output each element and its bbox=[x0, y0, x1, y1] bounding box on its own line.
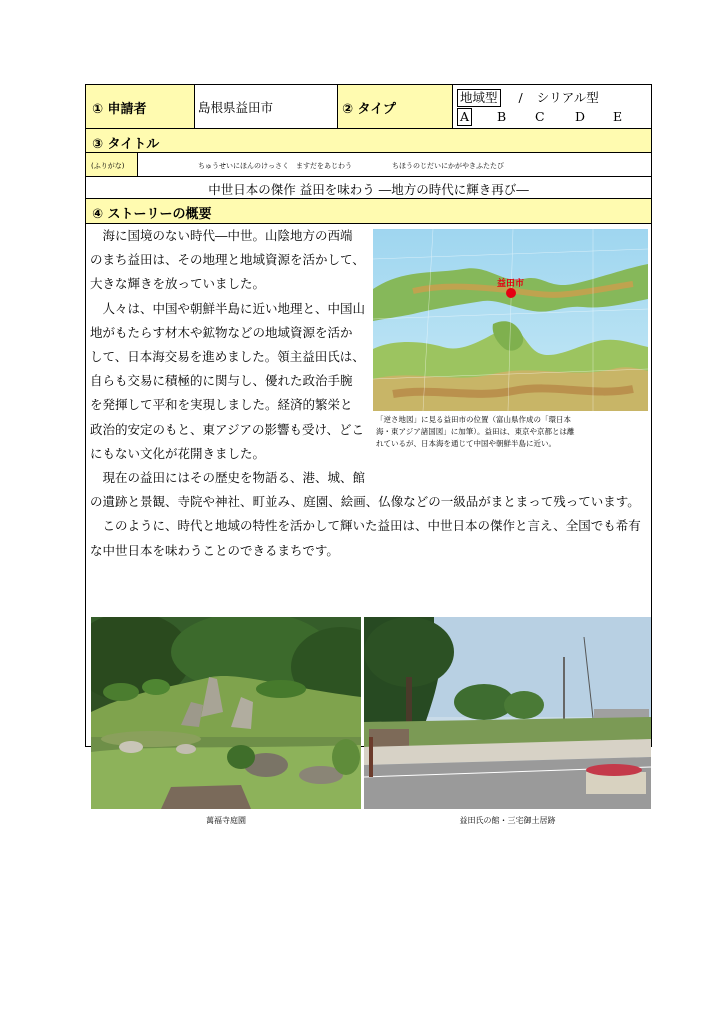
type-options bbox=[457, 88, 599, 107]
masuda-residence-photo bbox=[364, 617, 651, 809]
photo2-caption-text: 益田氏の館・三宅御土居跡 bbox=[459, 816, 556, 825]
title-label: ③ タイトル bbox=[92, 137, 160, 152]
grade-c: C bbox=[535, 109, 545, 124]
story-line: 現在の益田にはその歴史を物語る、港、城、館 bbox=[90, 470, 366, 485]
type-label-cell bbox=[337, 85, 452, 128]
map-caption-line: 海・東アジア諸国図」に加筆）。益田は、東京や京都とは離 bbox=[376, 427, 575, 436]
page-title: 中世日本の傑作 益田を味わう ―地方の時代に輝き再び― bbox=[208, 182, 529, 197]
furigana-main: ちゅうせいにほんのけっさく ますだをあじわう bbox=[198, 162, 352, 170]
row-furigana bbox=[86, 153, 651, 177]
grade-d: D bbox=[575, 109, 586, 124]
applicant-label: ① 申請者 bbox=[92, 102, 147, 117]
map-marker-label: 益田市 bbox=[497, 279, 525, 289]
manpukuji-garden-photo bbox=[91, 617, 361, 809]
story-line: 人々は、中国や朝鮮半島に近い地理と、中国山 bbox=[90, 300, 366, 316]
grade-e: E bbox=[613, 109, 623, 124]
grade-a: A bbox=[457, 108, 472, 126]
story-line: のまち益田は、その地理と地域資源を活かして、 bbox=[90, 252, 365, 268]
story-line: にもない文化が花開きました。 bbox=[90, 445, 266, 461]
row-story-header bbox=[86, 199, 651, 224]
furigana-label: (ふりがな) bbox=[91, 162, 125, 170]
story-body bbox=[86, 224, 651, 825]
type-value-cell bbox=[452, 85, 651, 128]
story-line: 政治的安定のもと、東アジアの影響も受け、どこ bbox=[90, 421, 365, 437]
masuda-marker-icon bbox=[506, 288, 516, 298]
story-line: このように、時代と地域の特性を活かして輝いた益田は、中世日本の傑作と言え、全国でも希有 bbox=[90, 518, 641, 534]
row-title bbox=[86, 177, 651, 199]
story-line: な中世日本を味わうことのできるまちです。 bbox=[90, 542, 339, 558]
story-line: 海に国境のない時代―中世。山陰地方の西端 bbox=[90, 228, 353, 243]
application-form bbox=[85, 84, 652, 825]
furigana-label-cell bbox=[86, 153, 138, 176]
map-graphic bbox=[373, 229, 648, 411]
map-caption-line: 「逆さ地図」に見る益田市の位置（富山県作成の「環日本 bbox=[376, 415, 571, 424]
furigana-subtitle: ちほうのじだいにかがやきふたたび bbox=[392, 162, 504, 170]
story-line: 地がもたらす材木や鉱物などの地域資源を活か bbox=[90, 324, 353, 340]
row-title-header bbox=[86, 129, 651, 153]
applicant-label-cell bbox=[86, 85, 194, 128]
type-separator: / bbox=[518, 90, 523, 105]
grade-b: B bbox=[497, 109, 507, 124]
map-caption-line: れているが、日本海を通じて中国や朝鮮半島に近い。 bbox=[376, 439, 556, 448]
story-paragraph-2 bbox=[90, 466, 650, 563]
photo2-caption bbox=[364, 815, 651, 826]
story-line: を発揮して平和を実現しました。経済的繁栄と bbox=[90, 397, 353, 413]
inverted-map-image bbox=[373, 229, 648, 411]
story-line: 大きな輝きを放っていました。 bbox=[90, 276, 266, 292]
story-line: して、日本海交易を進めました。領主益田氏は、 bbox=[90, 349, 365, 365]
photo1-caption-text: 萬福寺庭園 bbox=[206, 816, 246, 825]
type-other: シリアル型 bbox=[536, 90, 599, 105]
row-applicant-type bbox=[86, 85, 651, 129]
map-caption bbox=[376, 414, 646, 450]
type-label: ② タイプ bbox=[342, 102, 396, 117]
photo1-caption bbox=[91, 815, 361, 826]
story-line: 自らも交易に積極的に関与し、優れた政治手腕 bbox=[90, 373, 353, 389]
applicant-value: 島根県益田市 bbox=[198, 100, 274, 115]
type-selected: 地域型 bbox=[457, 89, 501, 107]
story-line: の遺跡と景観、寺院や神社、町並み、庭園、絵画、仏像などの一級品がまとまって残っています。 bbox=[90, 494, 640, 510]
story-paragraph-1 bbox=[90, 224, 380, 466]
applicant-value-cell bbox=[194, 85, 337, 128]
story-label: ④ ストーリーの概要 bbox=[92, 207, 212, 222]
